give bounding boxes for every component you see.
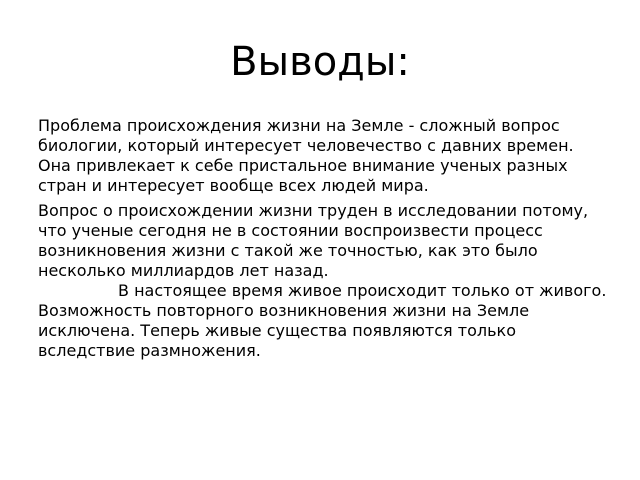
paragraph-origin-problem: Проблема происхождения жизни на Земле - сложный вопрос биологии, который интересует человечество с давних времен. Она привлекает к себе пристальное внимание ученых разных стран и интересует вообще всех людей мира. xyxy=(38,116,574,195)
slide-body xyxy=(38,116,608,366)
paragraph-present-day: В настоящее время живое происходит только от живого. Возможность повторного возникновения жизни на Земле исключена. Теперь живые существа появляются только вследствие размножения. xyxy=(38,281,607,360)
slide-title: Выводы: xyxy=(230,39,410,85)
paragraph-research-difficulty: Вопрос о происхождении жизни труден в исследовании потому, что ученые сегодня не в состоянии воспроизвести процесс возникновения жизни с такой же точностью, как это было несколько миллиардов лет назад. xyxy=(38,201,589,280)
